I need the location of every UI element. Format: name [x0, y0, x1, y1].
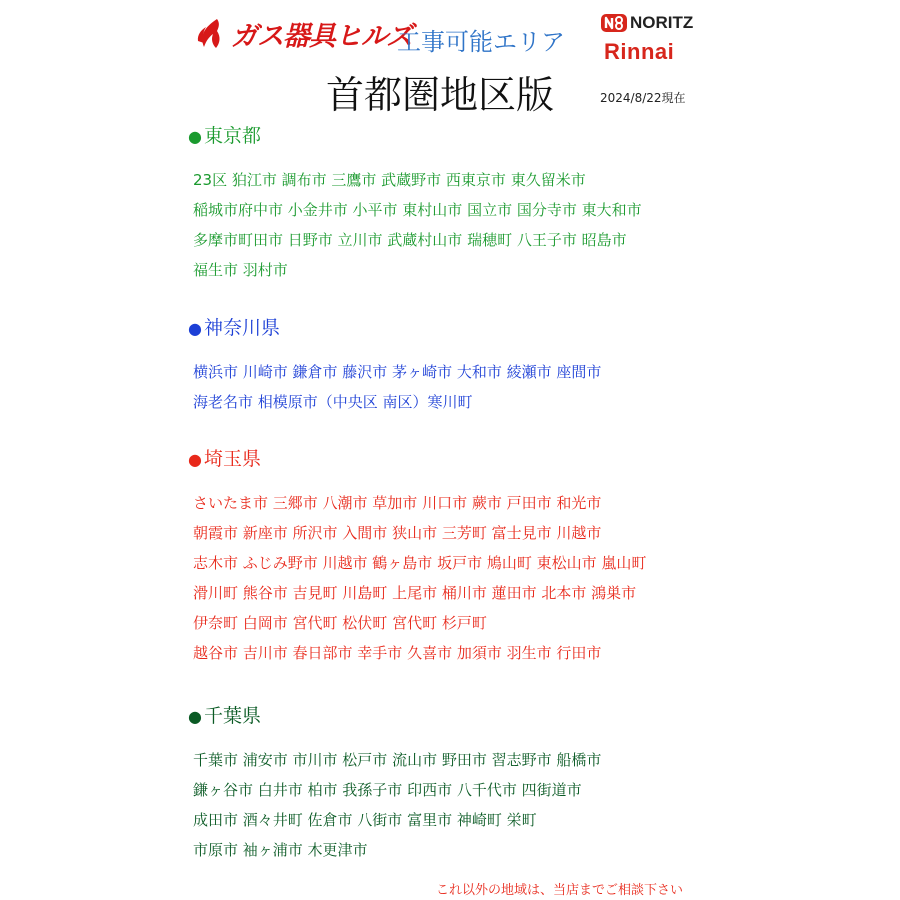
noritz-logo: [601, 13, 693, 33]
city-line: 福生市 羽村市: [193, 261, 288, 279]
header: [0, 0, 900, 120]
bullet-icon: ●: [188, 450, 202, 469]
city-line: 多摩市町田市 日野市 立川市 武蔵村山市 瑞穂町 八王子市 昭島市: [193, 231, 627, 249]
city-line: さいたま市 三郷市 八潮市 草加市 川口市 蕨市 戸田市 和光市: [193, 494, 602, 512]
region-saitama: [188, 444, 646, 668]
city-line: 市原市 袖ヶ浦市 木更津市: [193, 841, 368, 859]
city-line: 志木市 ふじみ野市 川越市 鶴ヶ島市 坂戸市 鳩山町 東松山市 嵐山町: [193, 554, 647, 572]
city-list: [188, 488, 646, 668]
consultation-note: これ以外の地域は、当店までご相談下さい: [436, 883, 684, 898]
page-title: 首都圏地区版: [326, 73, 555, 117]
noritz-mark-icon: [601, 13, 627, 33]
city-line: 千葉市 浦安市 市川市 松戸市 流山市 野田市 習志野市 船橋市: [193, 751, 602, 769]
region-title: [188, 121, 642, 151]
city-line: 横浜市 川崎市 鎌倉市 藤沢市 茅ヶ崎市 大和市 綾瀬市 座間市: [193, 363, 602, 381]
region-name: 埼玉県: [203, 448, 261, 470]
region-kanagawa: [188, 313, 601, 417]
region-title: [188, 313, 601, 343]
brand-name: ガス器具ヒルズ: [231, 21, 413, 52]
region-name: 東京都: [203, 125, 261, 147]
region-chiba: [188, 701, 601, 865]
bullet-icon: ●: [188, 319, 202, 338]
brand-logo: [195, 14, 412, 53]
city-line: 鎌ヶ谷市 白井市 柏市 我孫子市 印西市 八千代市 四街道市: [193, 781, 582, 799]
flame-icon: [195, 17, 229, 51]
city-line: 成田市 酒々井町 佐倉市 八街市 富里市 神崎町 栄町: [193, 811, 537, 829]
area-subtitle: 工事可能エリア: [397, 28, 565, 56]
city-line: 海老名市 相模原市（中央区 南区）寒川町: [193, 393, 473, 411]
noritz-text: NORITZ: [630, 13, 694, 32]
region-name: 神奈川県: [203, 317, 280, 339]
city-line: 朝霞市 新座市 所沢市 入間市 狭山市 三芳町 富士見市 川越市: [193, 524, 602, 542]
city-line: 23区 狛江市 調布市 三鷹市 武蔵野市 西東京市 東久留米市: [193, 171, 586, 189]
date-stamp: 2024/8/22現在: [600, 91, 686, 105]
city-line: 伊奈町 白岡市 宮代町 松伏町 宮代町 杉戸町: [193, 614, 487, 632]
rinnai-logo: Rinnai: [604, 39, 675, 64]
city-line: 稲城市府中市 小金井市 小平市 東村山市 国立市 国分寺市 東大和市: [193, 201, 642, 219]
bullet-icon: ●: [188, 127, 202, 146]
city-line: 越谷市 吉川市 春日部市 幸手市 久喜市 加須市 羽生市 行田市: [193, 644, 602, 662]
bullet-icon: ●: [188, 707, 202, 726]
region-name: 千葉県: [203, 705, 261, 727]
city-list: [188, 357, 601, 417]
city-list: [188, 745, 601, 865]
region-tokyo: [188, 121, 642, 285]
region-title: [188, 444, 646, 474]
city-line: 滑川町 熊谷市 吉見町 川島町 上尾市 桶川市 蓮田市 北本市 鴻巣市: [193, 584, 637, 602]
region-title: [188, 701, 601, 731]
city-list: [188, 165, 642, 285]
